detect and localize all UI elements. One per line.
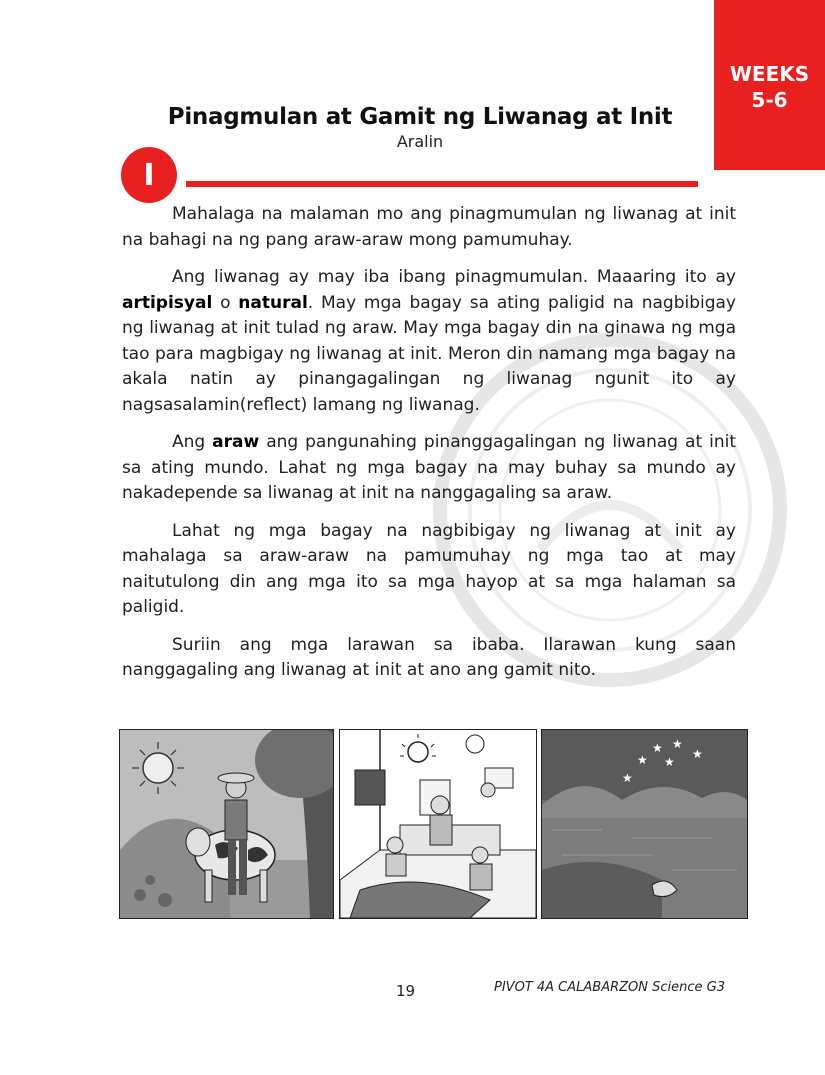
picture-strip bbox=[119, 729, 747, 919]
picture-room-light bbox=[339, 729, 537, 919]
page-subtitle: Aralin bbox=[396, 132, 444, 151]
paragraph-text: Ang bbox=[172, 432, 213, 452]
paragraph-text: ang pangunahing pinanggagalingan ng liwanag at init sa ating mundo. Lahat ng mga bagay na may buhay sa mundo ay nakadepende sa liwanag at init na nanggagaling sa araw. bbox=[122, 432, 736, 503]
picture-night-sky bbox=[541, 729, 748, 919]
paragraph-sources bbox=[122, 265, 736, 418]
svg-text:★: ★ bbox=[692, 747, 703, 761]
room-lightbulb-scene-icon bbox=[340, 730, 536, 918]
section-badge: I bbox=[121, 147, 177, 203]
paragraph-text: o bbox=[212, 292, 239, 313]
paragraph-sun bbox=[122, 430, 736, 507]
paragraph-importance: Lahat ng mga bagay na nagbibigay ng liwanag at init ay mahalaga sa araw-araw na pamumuhay ng mga tao at may naitutulong din ang mga ito sa mga hayop at sa mga halaman sa paligid. bbox=[122, 520, 736, 617]
weeks-range: 5-6 bbox=[751, 88, 788, 112]
page-number: 19 bbox=[396, 982, 416, 1000]
footer-label: PIVOT 4A CALABARZON Science G3 bbox=[494, 980, 725, 995]
term-artipisyal: artipisyal bbox=[122, 292, 213, 313]
lesson-body bbox=[122, 202, 736, 696]
sun-farm-scene-icon bbox=[120, 730, 333, 918]
page-title: Pinagmulan at Gamit ng Liwanag at Init bbox=[167, 104, 673, 130]
term-araw: araw bbox=[212, 432, 260, 452]
night-stars-scene-icon bbox=[542, 730, 747, 918]
section-divider bbox=[186, 181, 698, 187]
weeks-tab bbox=[714, 0, 825, 170]
paragraph-text: . May mga bagay sa ating paligid na nagbibigay ng liwanag at init tulad ng araw. May mga bagay din na ginawa ng mga tao para magbigay ng liwanag at init. Meron din namang mga bagay na akala natin ay pinangagalingan ng liwanag ngunit ito ay nagsasalamin(reflect) lamang ng liwanag. bbox=[122, 292, 736, 415]
paragraph-instruction: Suriin ang mga larawan sa ibaba. Ilarawan kung saan nanggagaling ang liwanag at init at ano ang gamit nito. bbox=[122, 634, 736, 680]
svg-text:★: ★ bbox=[652, 741, 663, 755]
svg-text:★: ★ bbox=[637, 753, 648, 767]
term-natural: natural bbox=[238, 292, 308, 313]
svg-text:★: ★ bbox=[622, 771, 633, 785]
paragraph-text: Ang liwanag ay may iba ibang pinagmumulan. Maaaring ito ay bbox=[172, 267, 736, 287]
picture-sun-farm bbox=[119, 729, 334, 919]
svg-text:★: ★ bbox=[664, 755, 675, 769]
weeks-label: WEEKS bbox=[729, 62, 810, 86]
paragraph-intro: Mahalaga na malaman mo ang pinagmumulan ng liwanag at init na bahagi na ng pang araw-araw mong pamumuhay. bbox=[122, 204, 736, 250]
svg-text:★: ★ bbox=[672, 737, 683, 751]
